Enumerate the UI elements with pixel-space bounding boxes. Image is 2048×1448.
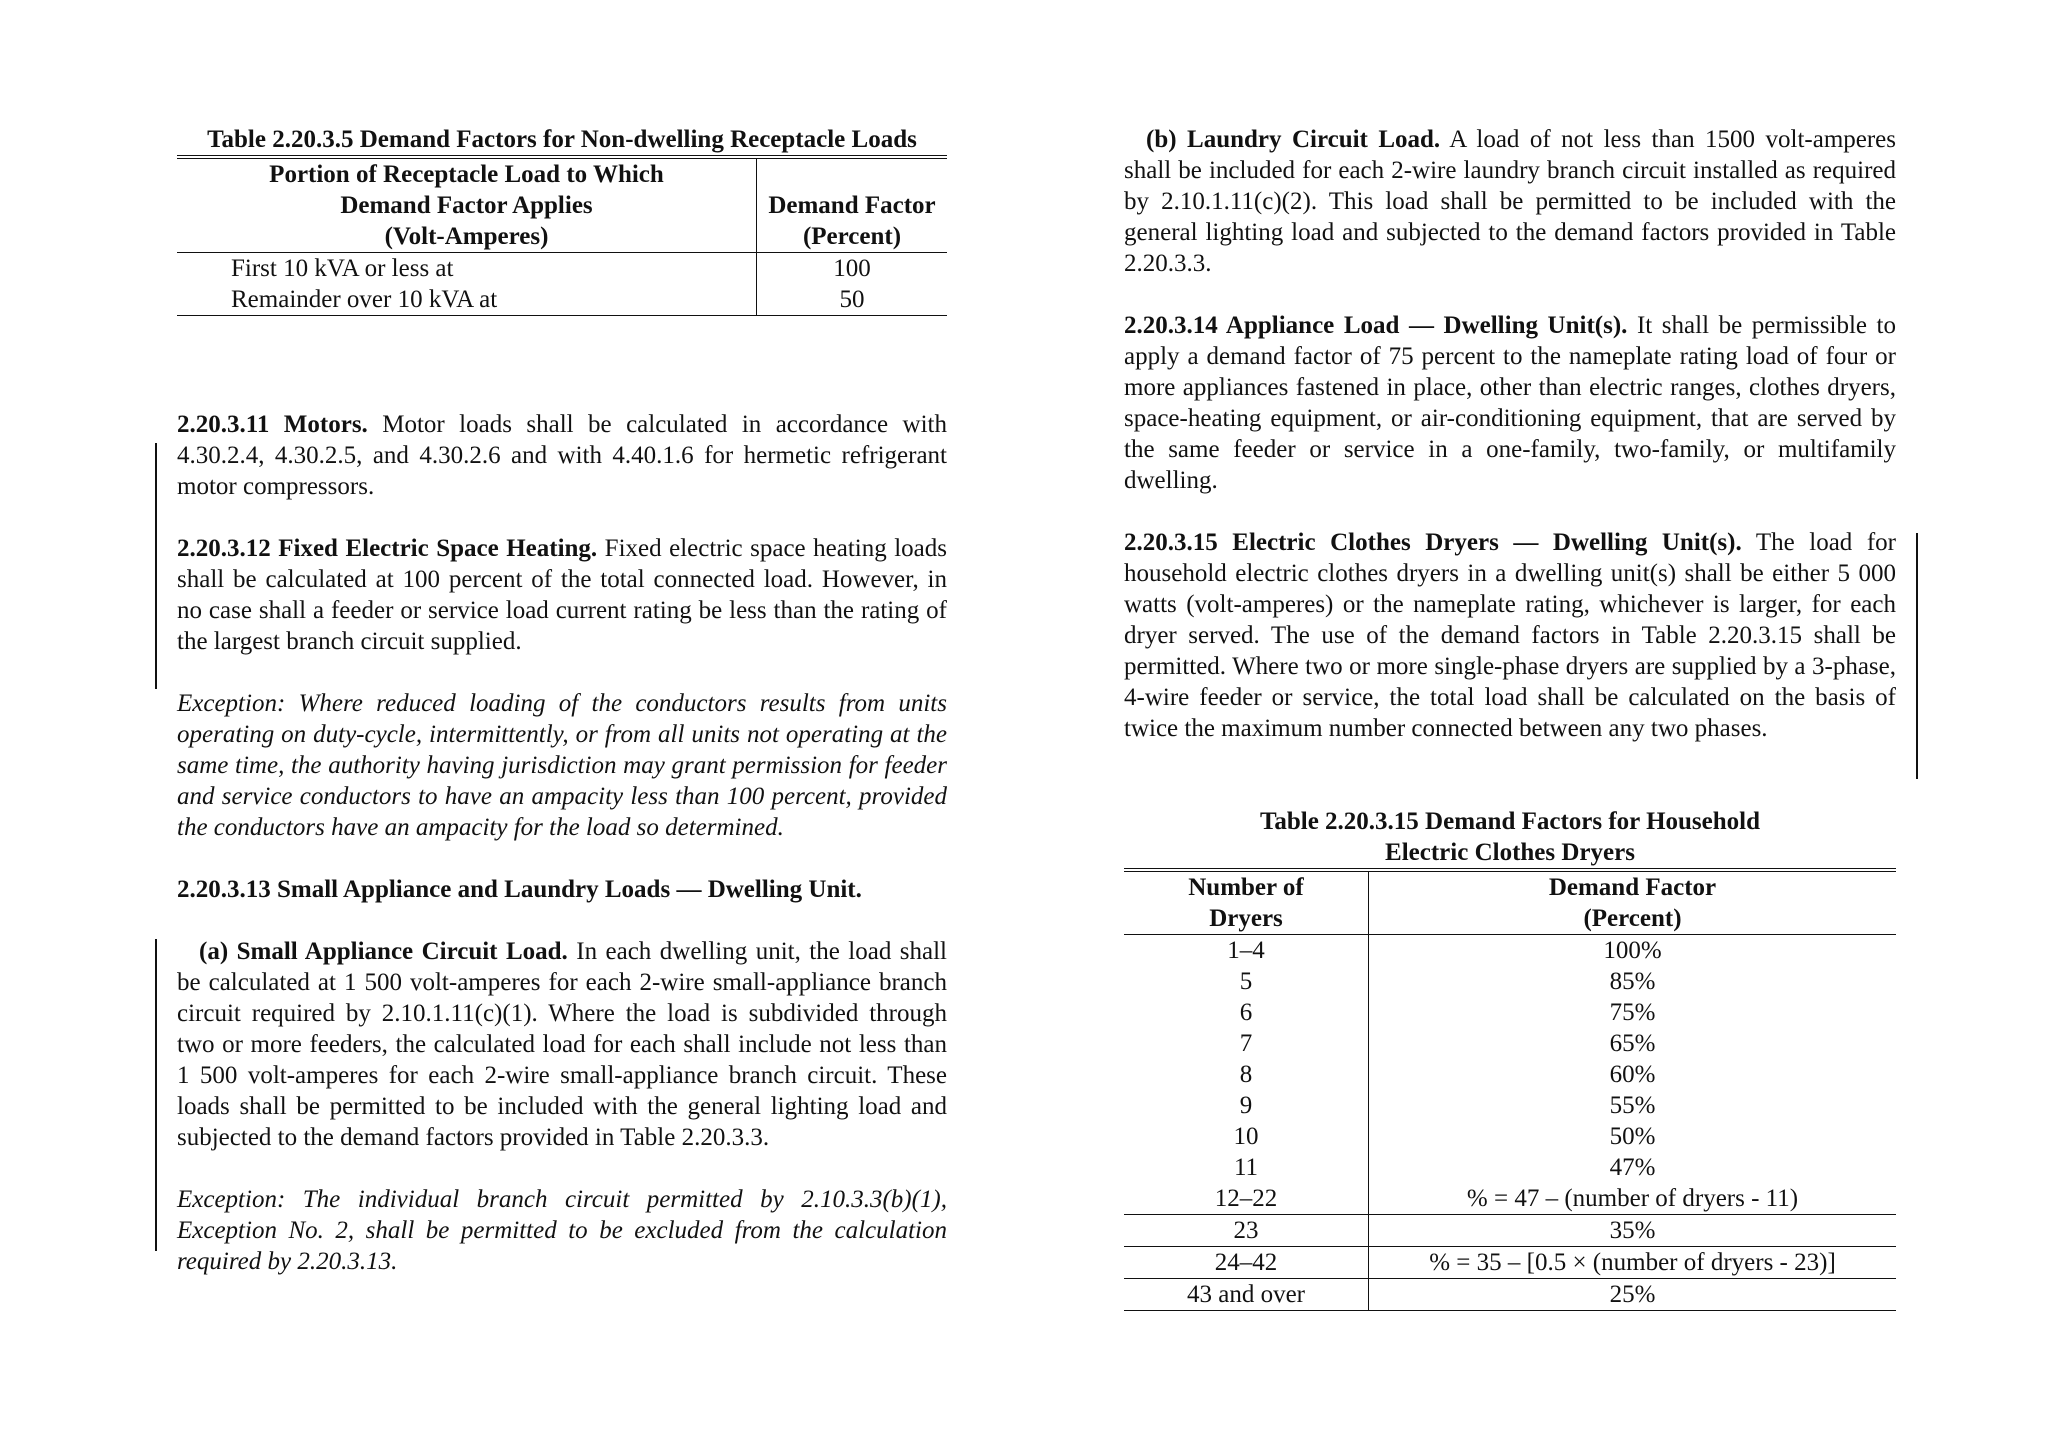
- table-row: [1124, 1279, 1896, 1311]
- table-2-20-3-15: [1124, 868, 1896, 1311]
- cell-factor: % = 35 – [0.5 × (number of dryers - 23)]: [1369, 1247, 1897, 1279]
- subsection-a-body: In each dwelling unit, the load shall be calculated at 1 500 volt-amperes for each 2-wire small-appliance branch circuit required by 2.10.1.11(c)(1). Where the load is subdivided through two or more feeders, the calculated load for each shall include not less than 1 500 volt-amperes for each 2-wire small-appliance branch circuit. These loads shall be permitted to be included with the general lighting load and subjected to the demand factors provided in Table 2.20.3.3.: [177, 938, 947, 1151]
- table-row: [1124, 1121, 1896, 1152]
- subsection-b-body: A load of not less than 1500 volt-amperes shall be included for each 2-wire laundry branch circuit installed as required by 2.10.1.11(c)(2). This load shall be permitted to be included with the general lighting load and subjected to the demand factors provided in Table 2.20.3.3.: [1124, 126, 1897, 277]
- header-portion-line: Portion of Receptacle Load to Which: [269, 161, 664, 188]
- table-2-20-3-5: [177, 155, 947, 316]
- exception-space-heating: Exception: Where reduced loading of the conductors results from units operating on duty-cycle, intermittently, or from all units not operating at the same time, the authority having jurisdiction may grant permission for feeder and service conductors to have an ampacity less than 100 percent, provided the conductors have an ampacity for the load so determined.: [177, 690, 947, 841]
- section-motors-body: Motor loads shall be calculated in accordance with 4.30.2.4, 4.30.2.5, and 4.30.2.6 and with 4.40.1.6 for hermetic refrigerant motor compressors.: [177, 411, 947, 500]
- header-portion: [177, 157, 757, 253]
- cell-factor: 35%: [1369, 1215, 1897, 1247]
- header-dryers-line: Dryers: [1209, 905, 1283, 932]
- table-header-row: [177, 157, 947, 253]
- cell-factor: 55%: [1609, 1092, 1656, 1119]
- subsection-b-heading: (b) Laundry Circuit Load.: [1146, 126, 1441, 153]
- cell-dryers: 23: [1124, 1215, 1369, 1247]
- table-row: [1124, 1090, 1896, 1121]
- subsection-b: [1124, 124, 1896, 279]
- section-dryers: [1124, 527, 1896, 744]
- cell-dryers: 8: [1124, 1059, 1369, 1090]
- section-small-appliance: [177, 874, 947, 905]
- table-row: [1124, 1059, 1896, 1090]
- header-factor-line: Demand Factor: [1548, 874, 1717, 901]
- table-row: [1124, 1152, 1896, 1183]
- cell-factor: 25%: [1369, 1279, 1897, 1311]
- cell-dryers: 12–22: [1124, 1183, 1369, 1215]
- header-portion-line: Demand Factor Applies: [340, 192, 593, 219]
- section-space-heating: [177, 533, 947, 657]
- section-appliance-load: [1124, 310, 1896, 496]
- revision-bar-small-appliance: [155, 939, 157, 1251]
- cell-dryers: 1–4: [1124, 935, 1369, 967]
- cell-factor: 100%: [1603, 937, 1662, 964]
- cell-portion: Remainder over 10 kVA at: [177, 284, 757, 316]
- section-space-heating-heading: 2.20.3.12 Fixed Electric Space Heating.: [177, 535, 598, 562]
- table-row: [1124, 966, 1896, 997]
- section-space-heating-body: Fixed electric space heating loads shall be calculated at 100 percent of the total connected load. However, in no case shall a feeder or service load current rating be less than the rating of the largest branch circuit supplied.: [177, 535, 947, 655]
- table-row: [1124, 935, 1896, 967]
- table-row: [1124, 1028, 1896, 1059]
- subsection-a: [177, 936, 947, 1153]
- revision-bar-dryers: [1916, 533, 1918, 779]
- header-demand-factor: [757, 157, 948, 253]
- table-row: [177, 284, 947, 316]
- cell-dryers: 9: [1124, 1090, 1369, 1121]
- cell-dryers: 7: [1124, 1028, 1369, 1059]
- header-number-of-dryers: [1124, 870, 1369, 935]
- table-2-20-3-15-title: [1124, 806, 1896, 868]
- table-row: [1124, 1215, 1896, 1247]
- exception-small-appliance: Exception: The individual branch circuit permitted by 2.10.3.3(b)(1), Exception No. 2, shall be permitted to be excluded from the calculation required by 2.20.3.13.: [177, 1186, 947, 1275]
- cell-factor: 60%: [1609, 1061, 1656, 1088]
- subsection-a-heading: (a) Small Appliance Circuit Load.: [199, 938, 568, 965]
- right-column: [1124, 124, 1896, 1311]
- cell-factor: 65%: [1609, 1030, 1656, 1057]
- cell-factor: 85%: [1609, 968, 1656, 995]
- cell-dryers: 43 and over: [1124, 1279, 1369, 1311]
- left-column: [177, 124, 947, 1277]
- section-motors: [177, 409, 947, 502]
- cell-factor: 50: [757, 284, 948, 316]
- section-appliance-load-body: It shall be permissible to apply a demand factor of 75 percent to the nameplate rating load of four or more appliances fastened in place, other than electric ranges, clothes dryers, space-heating equipment, or air-conditioning equipment, that are served by the same feeder or service in a one-family, two-family, or multifamily dwelling.: [1124, 312, 1896, 494]
- header-demand-factor: [1369, 870, 1897, 935]
- section-dryers-heading: 2.20.3.15 Electric Clothes Dryers — Dwelling Unit(s).: [1124, 529, 1742, 556]
- table-2-20-3-15-title-line2: Electric Clothes Dryers: [1385, 839, 1635, 866]
- cell-factor: 100: [833, 255, 871, 282]
- section-small-appliance-heading: 2.20.3.13 Small Appliance and Laundry Loads — Dwelling Unit.: [177, 876, 862, 903]
- revision-bar-motors-heating: [155, 443, 157, 689]
- section-motors-heading: 2.20.3.11 Motors.: [177, 411, 368, 438]
- cell-factor: 47%: [1609, 1154, 1656, 1181]
- header-factor-line: Demand Factor: [768, 192, 936, 219]
- cell-dryers: 5: [1124, 966, 1369, 997]
- cell-dryers: 10: [1124, 1121, 1369, 1152]
- table-row: [1124, 1247, 1896, 1279]
- cell-factor: 50%: [1609, 1123, 1656, 1150]
- table-row: [177, 253, 947, 285]
- header-portion-line: (Volt-Amperes): [384, 223, 549, 250]
- table-row: [1124, 997, 1896, 1028]
- table-2-20-3-15-title-line1: Table 2.20.3.15 Demand Factors for Household: [1259, 808, 1761, 835]
- table-header-row: [1124, 870, 1896, 935]
- cell-dryers: 6: [1124, 997, 1369, 1028]
- table-row: [1124, 1183, 1896, 1215]
- header-dryers-line: Number of: [1188, 874, 1304, 901]
- cell-factor: % = 47 – (number of dryers - 11): [1369, 1183, 1897, 1215]
- table-2-20-3-5-title: Table 2.20.3.5 Demand Factors for Non-dwelling Receptacle Loads: [207, 126, 917, 153]
- section-dryers-body: The load for household electric clothes dryers in a dwelling unit(s) shall be either 5 000 watts (volt-amperes) or the nameplate rating, whichever is larger, for each dryer served. The use of the demand factors in Table 2.20.3.15 shall be permitted. Where two or more single-phase dryers are supplied by a 3-phase, 4-wire feeder or service, the total load shall be calculated on the basis of twice the maximum number connected between any two phases.: [1124, 529, 1896, 742]
- header-factor-line: (Percent): [802, 223, 902, 250]
- cell-portion: First 10 kVA or less at: [177, 253, 757, 285]
- header-factor-line: (Percent): [1583, 905, 1682, 932]
- cell-dryers: 24–42: [1124, 1247, 1369, 1279]
- cell-dryers: 11: [1124, 1152, 1369, 1183]
- cell-factor: 75%: [1609, 999, 1656, 1026]
- section-appliance-load-heading: 2.20.3.14 Appliance Load — Dwelling Unit(s).: [1124, 312, 1628, 339]
